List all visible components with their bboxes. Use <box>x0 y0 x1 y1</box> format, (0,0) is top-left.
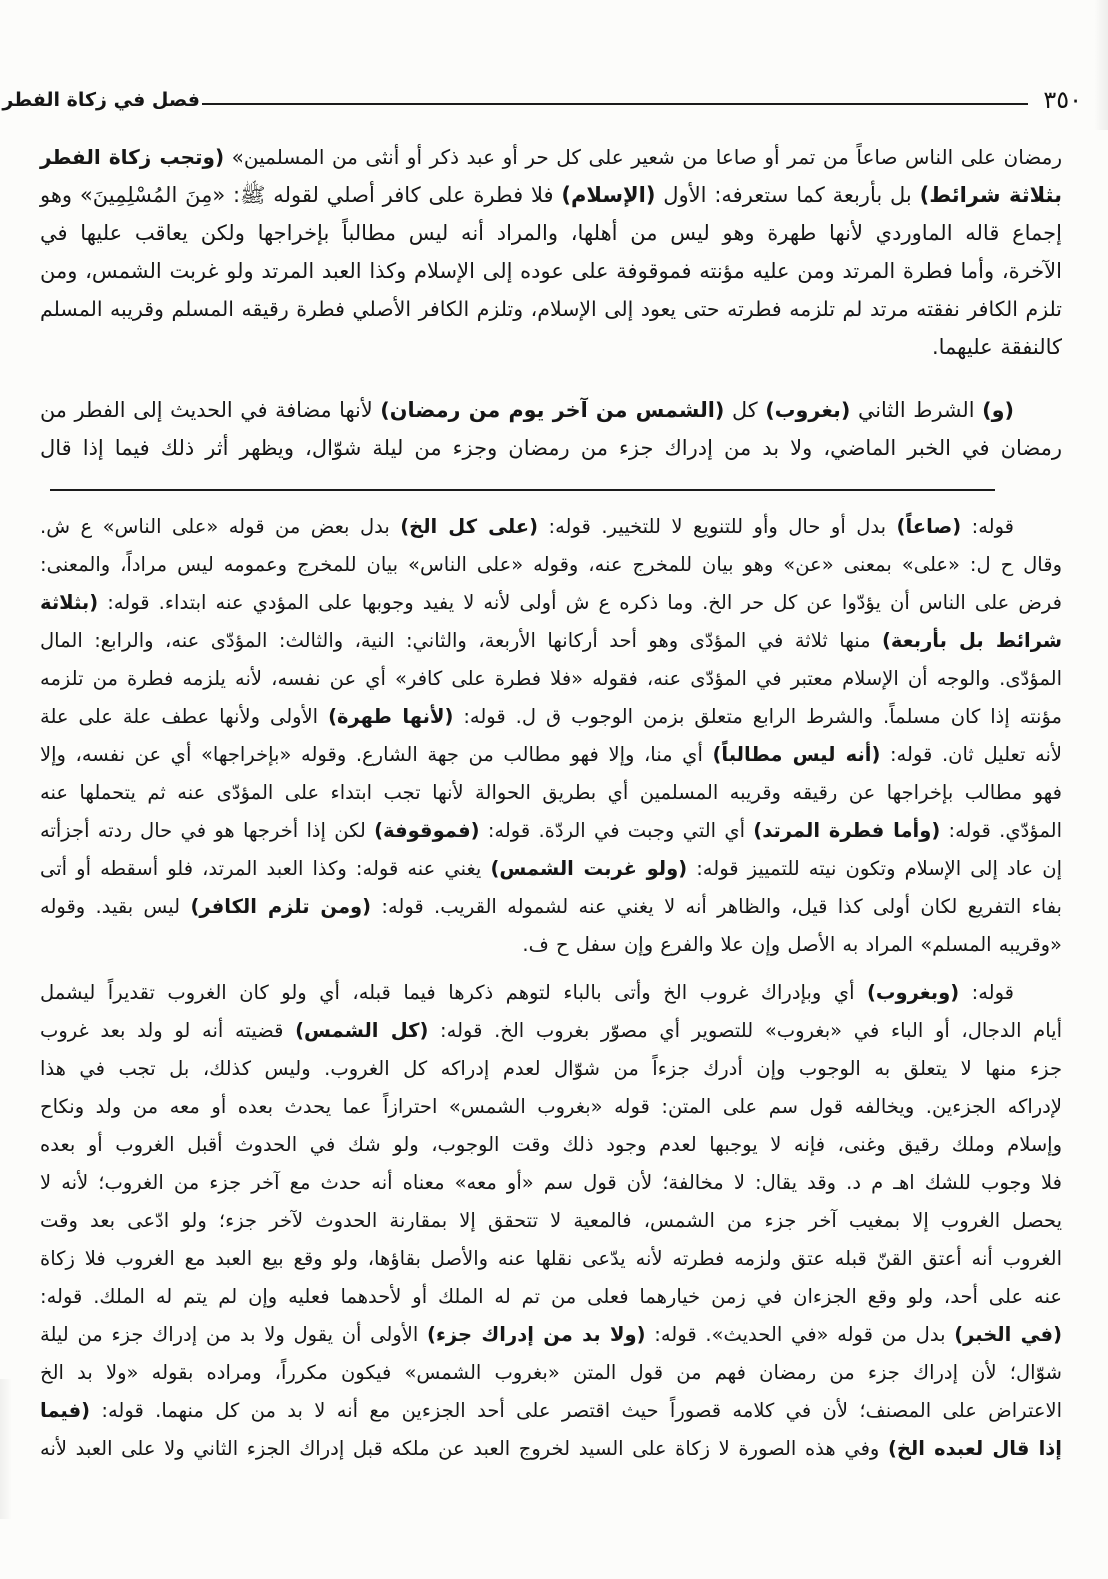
main-text-line: (و) الشرط الثاني (بغروب) كل (الشمس من آخر يوم من رمضان) لأنها مضافة في الحديث إلى الفطر من <box>40 398 1014 422</box>
commentary-line: فلا وجوب للشك اهـ م د. وقد يقال: لا مخالفة؛ لأن قول سم «أو معه» معناه أنه حدث مع آخر جزء من الغروب؛ لأنه لا <box>40 1171 1062 1194</box>
commentary-line: (في الخبر) بدل من قوله «في الحديث». قوله: (ولا بد من إدراك جزء) الأولى أن يقول ولا بد من إدراك جزء من ليلة <box>40 1323 1062 1346</box>
main-text-line: الآخرة، وأما فطرة المرتد ومن عليه مؤنته فموقوفة على عوده إلى الإسلام وكذا العبد المرتد ولو غربت الشمس، ومن <box>40 259 1062 283</box>
main-text-line: رمضان في الخبر الماضي، ولا بد من إدراك جزء من رمضان وجزء من ليلة شوّال، ويظهر أثر ذلك فيما إذا قال <box>40 436 1062 460</box>
commentary-line: بفاء التفريع لكان أولى كذا قيل، والظاهر أنه لا يغني عنه لشموله القريب. قوله: (ومن تلزم الكافر) ليس بقيد. وقوله <box>40 895 1062 918</box>
commentary-line: «وقريبه المسلم» المراد به الأصل وإن علا والفرع وإن سفل ح ف. <box>522 933 1062 956</box>
commentary-line: شوّال؛ لأن إدراك جزء من رمضان فهم من قول المتن «بغروب الشمس» فيكون مكرراً، ومراده بقوله «ولا بد الخ <box>40 1361 1062 1384</box>
commentary-line: الاعتراض على المصنف؛ لأن في كلامه قصوراً حيث اقتصر على أحد الجزءين مع أنه لا بد من كل منهما. قوله: (فيما <box>40 1399 1062 1422</box>
commentary-line: إن عاد إلى الإسلام وتكون نيته للتمييز قوله: (ولو غربت الشمس) يغني عنه قوله: وكذا العبد المرتد، فلو أسقطه أو أتى <box>40 857 1062 880</box>
commentary-line: جزء منها لا يتعلق به الوجوب وإن أدرك جزءاً من شوّال لعدم إدراكه كل الغروب. وليس كذلك، بل تجب في هذا <box>40 1057 1062 1080</box>
footnote-separator <box>50 489 995 491</box>
commentary-line: فهو مطالب بإخراجها عن رقيقه وقريبه المسلمين أي بطريق الحوالة لأنها تجب ابتداء على المؤدّى عنه ثم يتحملها عنه <box>40 781 1062 804</box>
page-number: ٣٥٠ <box>1043 86 1082 114</box>
commentary-line: شرائط بل بأربعة) منها ثلاثة في المؤدّى وهو أحد أركانها الأربعة، والثاني: النية، والثالث: المؤدّى عنه، والرابع: المال <box>40 629 1063 652</box>
commentary-paragraph <box>40 508 1062 964</box>
commentary-line: المؤدّي. قوله: (وأما فطرة المرتد) أي التي وجبت في الردّة. قوله: (فموقوفة) لكن إذا أخرجها هو في حال ردته أجزأته <box>40 819 1063 842</box>
scan-edge-shadow <box>0 1379 12 1519</box>
commentary-line: وإسلام وملك رقيق وغنى، فإنه لا يوجبها لعدم وجود ذلك وقت الوجوب، ولو شك في الحدوث أقبل الغروب أو بعده <box>40 1133 1062 1156</box>
commentary-line: لأنه تعليل ثان. قوله: (أنه ليس مطالباً) أي منا، وإلا فهو مطالب من جهة الشارع. وقوله «بإخراجها» أي عن نفسه، وإلا <box>40 743 1062 766</box>
main-paragraph <box>40 391 1062 467</box>
main-text-line: بثلاثة شرائط) بل بأربعة كما ستعرفه: الأول (الإسلام) فلا فطرة على كافر أصلي لقوله ﷺ: «مِنَ المُسْلِمِينَ» وهو <box>40 183 1063 207</box>
commentary-line: عنه على أحد، ولو وقع الجزءان في زمن خيارهما فعلى من تم له الملك أو لأحدهما فعليه وإن لم يتم له الملك. قوله: <box>40 1285 1062 1308</box>
commentary-line: الغروب أنه أعتق القنّ قبله عتق ولزمه فطرته لأنه يدّعى نقلها عنه والأصل بقاؤها، ولو وقع بيع العبد مع الغروب فلا زكاة <box>40 1247 1062 1270</box>
commentary-line: مؤنته إذا كان مسلماً. والشرط الرابع متعلق بزمن الوجوب ق ل. قوله: (لأنها طهرة) الأولى ولأنها عطف علة على علة <box>40 705 1062 728</box>
commentary-line: إذا قال لعبده الخ) وفي هذه الصورة لا زكاة على السيد لخروج العبد عن ملكه قبل إدراك الجزء الثاني ولا على العبد لأنه <box>40 1437 1062 1460</box>
commentary-paragraph <box>40 974 1062 1468</box>
main-text-line: إجماع قاله الماوردي لأنها طهرة وهو ليس من أهلها، والمراد أنه ليس مطالباً بإخراجها ولكن يعاقب عليها في <box>40 221 1062 245</box>
commentary-line: لإدراكه الجزءين. ويخالفه قول سم على المتن: قوله «بغروب الشمس» احترازاً عما يحدث بعده أو معه من ولد ونكاح <box>40 1095 1062 1118</box>
chapter-title: فصل في زكاة الفطر <box>2 89 200 111</box>
header-rule <box>202 103 1028 105</box>
main-paragraph <box>40 138 1062 366</box>
commentary-line: أيام الدجال، أو الباء في «بغروب» للتصوير أي مصوّر بغروب الخ. قوله: (كل الشمس) قضيته أنه لو ولد بعد غروب <box>40 1019 1063 1042</box>
commentary-line: فرض على الناس أن يؤدّوا عن كل حر الخ. وما ذكره ع ش أولى لأنه لا يفيد وجوبها على المؤدي عنه ابتداء. قوله: (بثلاثة <box>40 591 1062 614</box>
commentary-line: قوله: (صاعاً) بدل أو حال وأو للتنويع لا للتخيير. قوله: (على كل الخ) بدل بعض من قوله «على الناس» ع ش. <box>40 515 1015 538</box>
commentary-line: قوله: (وبغروب) أي وبإدراك غروب الخ وأتى بالباء لتوهم ذكرها فيما قبله، أي ولو كان الغروب تقديراً ليشمل <box>40 981 1014 1004</box>
commentary-line: وقال ح ل: «على» بمعنى «عن» وهو بيان للمخرج عنه، وقوله «على الناس» بيان للمخرج وعمومه ليس مراداً، والمعنى: <box>40 553 1062 576</box>
commentary-line: المؤدّى. والوجه أن الإسلام معتبر في المؤدّى عنه، فقوله «فلا فطرة على كافر» أي عن نفسه، لأنه يلزمه فطرة من تلزمه <box>40 667 1062 690</box>
scan-edge-shadow <box>1094 0 1108 130</box>
main-text-line: كالنفقة عليهما. <box>931 335 1062 359</box>
main-text-line: رمضان على الناس صاعاً من تمر أو صاعا من شعير على كل حر أو عبد ذكر أو أنثى من المسلمين» (وتجب زكاة الفطر <box>40 145 1062 169</box>
commentary-line: يحصل الغروب إلا بمغيب آخر جزء من الشمس، فالمعية لا تتحقق إلا بمقارنة الحدوث لآخر جزء؛ ولو ادّعى بعد وقت <box>40 1209 1062 1232</box>
main-text-line: تلزم الكافر نفقته مرتد لم تلزمه فطرته حتى يعود إلى الإسلام، وتلزم الكافر الأصلي فطرة رقيقه المسلم وقريبه المسلم <box>40 297 1062 321</box>
